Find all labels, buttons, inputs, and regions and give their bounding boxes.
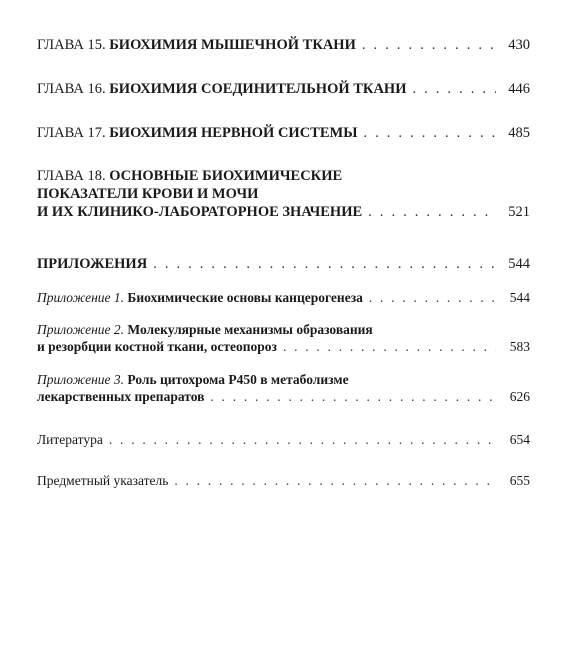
- leader-dots: [210, 388, 496, 405]
- page-number: 521: [508, 204, 530, 220]
- toc-entry-chapter-18[interactable]: [37, 167, 530, 221]
- leader-dots: [153, 255, 496, 273]
- toc-entry-chapter-16[interactable]: [37, 80, 530, 98]
- chapter-title-line-2: ПОКАЗАТЕЛИ КРОВИ И МОЧИ: [37, 186, 259, 202]
- chapter-number: ГЛАВА 17.: [37, 125, 106, 141]
- chapter-number: ГЛАВА 18.: [37, 168, 106, 184]
- toc-entry-chapter-15[interactable]: [37, 36, 530, 54]
- leader-dots: [283, 338, 496, 355]
- leader-dots: [412, 80, 496, 98]
- chapter-title: БИОХИМИЯ МЫШЕЧНОЙ ТКАНИ: [109, 37, 356, 53]
- toc-entry-appendix-2[interactable]: [37, 321, 530, 355]
- leader-dots: [362, 36, 496, 54]
- chapter-number: ГЛАВА 15.: [37, 37, 106, 53]
- appendix-number: Приложение 2.: [37, 322, 125, 337]
- toc-entry-appendices[interactable]: [37, 255, 530, 273]
- toc-entry-appendix-3[interactable]: [37, 371, 530, 405]
- page-number: 626: [509, 389, 530, 404]
- section-title: Литература: [37, 432, 103, 447]
- chapter-title: БИОХИМИЯ НЕРВНОЙ СИСТЕМЫ: [109, 125, 358, 141]
- toc-entry-subject-index[interactable]: [37, 472, 530, 489]
- toc-entry-literature[interactable]: [37, 431, 530, 448]
- page-number: 485: [508, 125, 530, 141]
- appendix-number: Приложение 1.: [37, 290, 125, 305]
- leader-dots: [369, 289, 496, 306]
- appendix-number: Приложение 3.: [37, 372, 125, 387]
- appendix-title: Биохимические основы канцерогенеза: [127, 290, 363, 305]
- section-title: ПРИЛОЖЕНИЯ: [37, 256, 148, 272]
- appendix-title-line-2: лекарственных препаратов: [37, 389, 205, 404]
- page-number: 544: [508, 256, 530, 272]
- chapter-title: БИОХИМИЯ СОЕДИНИТЕЛЬНОЙ ТКАНИ: [109, 81, 407, 97]
- chapter-title-line-3: И ИХ КЛИНИКО-ЛАБОРАТОРНОЕ ЗНАЧЕНИЕ: [37, 204, 363, 220]
- page-number: 446: [508, 81, 530, 97]
- leader-dots: [363, 124, 496, 142]
- page-number: 583: [509, 339, 530, 354]
- page-number: 654: [509, 432, 530, 447]
- page-number: 430: [508, 37, 530, 53]
- leader-dots: [109, 431, 496, 448]
- page-number: 544: [509, 290, 530, 305]
- appendix-title-line-1: Роль цитохрома Р450 в метаболизме: [127, 372, 349, 387]
- page-number: 655: [509, 473, 530, 488]
- chapter-number: ГЛАВА 16.: [37, 81, 106, 97]
- section-title: Предметный указатель: [37, 473, 169, 488]
- leader-dots: [368, 203, 496, 221]
- chapter-title-line-1: ОСНОВНЫЕ БИОХИМИЧЕСКИЕ: [109, 168, 343, 184]
- toc-entry-chapter-17[interactable]: [37, 124, 530, 142]
- leader-dots: [174, 472, 496, 489]
- appendix-title-line-2: и резорбции костной ткани, остеопороз: [37, 339, 277, 354]
- appendix-title-line-1: Молекулярные механизмы образования: [127, 322, 373, 337]
- toc-entry-appendix-1[interactable]: [37, 289, 530, 306]
